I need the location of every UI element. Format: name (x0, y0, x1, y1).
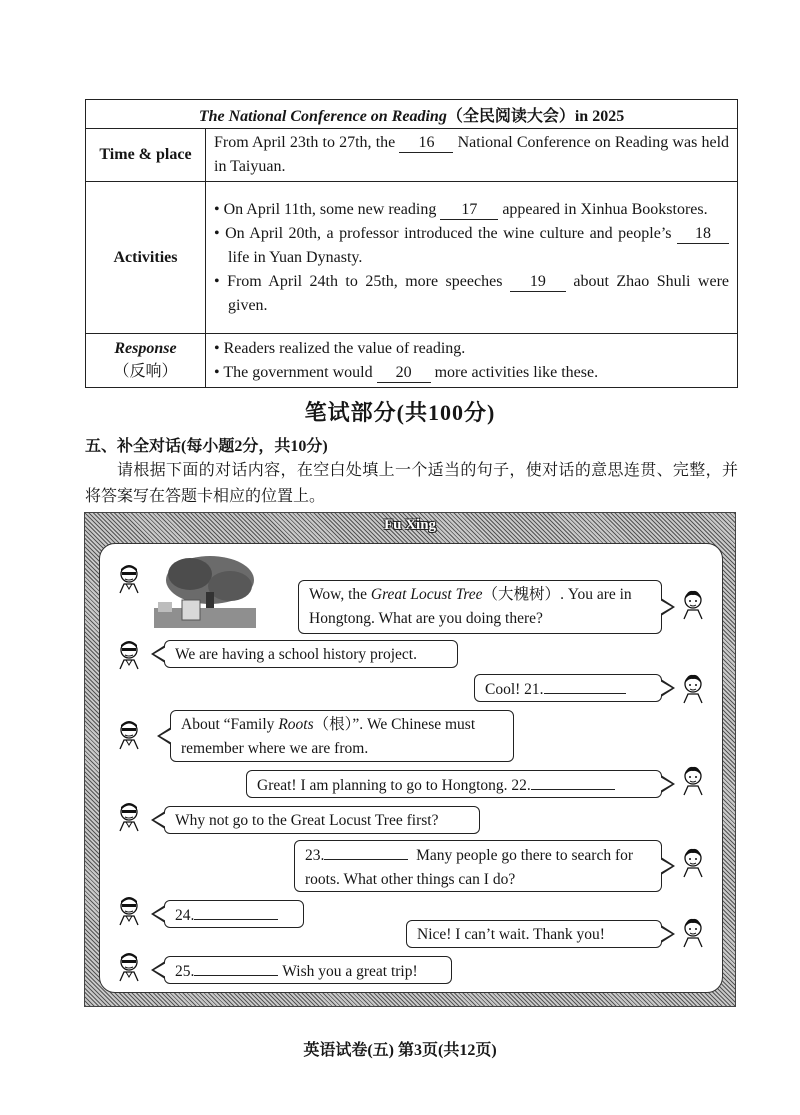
bubble-boy-3: Why not go to the Great Locust Tree first? (164, 806, 480, 834)
dialog-panel (99, 543, 723, 993)
fu-xing-avatar-icon (680, 674, 706, 704)
section-5-instruction: 请根据下面的对话内容，在空白处填上一个适当的句子，使对话的意思连贯、完整，并将答案写在答题卡相应的位置上。 (85, 462, 738, 505)
activity-text: appeared in Xinhua Bookstores. (502, 200, 708, 218)
bubble-emphasis: Great Locust Tree (370, 586, 483, 603)
response-item: • The government would 20 more activities like these. (214, 363, 599, 381)
activity-text: From April 24th to 25th, more speeches (227, 272, 503, 290)
response-text: more activities like these. (434, 363, 599, 381)
boy-avatar-icon (116, 564, 142, 594)
time-place-text-a: From April 23th to 27th, the (214, 134, 396, 151)
fu-xing-avatar-icon (680, 590, 706, 620)
time-place-text-b: National Conference on Reading was held in Taiyuan. (214, 134, 730, 175)
table-title (86, 100, 738, 129)
bubble-fuxing-4 (294, 840, 662, 892)
great-locust-tree-photo (154, 552, 256, 628)
response-item: • Readers realized the value of reading. (214, 339, 466, 357)
bubble-text: . You are in Hongtong. What are you doing there? (309, 586, 632, 627)
response-header-en: Response (114, 340, 177, 357)
dialog-frame (84, 512, 736, 1007)
activity-text: about Zhao Shuli were given. (228, 272, 730, 314)
boy-avatar-icon (116, 640, 142, 670)
table-title-year: in 2025 (574, 107, 625, 125)
bubble-text: Cool! 21. (485, 681, 544, 698)
table-title-cn: （全民阅读大会） (446, 107, 575, 125)
activity-item: • On April 20th, a professor introduced the wine culture and people’s 18 life in Yuan Dynasty. (214, 222, 729, 270)
bubble-text: Wow, the (309, 586, 371, 603)
boy-avatar-icon (116, 720, 142, 750)
bubble-boy-5 (164, 956, 452, 984)
bubble-text: 24. (175, 907, 195, 924)
boy-avatar-icon (116, 896, 142, 926)
activity-text: On April 20th, a professor introduced the wine culture and people’s (225, 224, 672, 242)
activity-item: • On April 11th, some new reading 17 appeared in Xinhua Bookstores. (214, 200, 708, 218)
table-title-en: The National Conference on Reading (198, 107, 447, 125)
answer-blank-22[interactable] (531, 773, 615, 790)
answer-blank-24[interactable] (194, 903, 278, 920)
answer-blank-21[interactable] (544, 677, 626, 694)
bubble-fuxing-2 (474, 674, 662, 702)
bubble-fuxing-3 (246, 770, 662, 798)
blank-18: 18 (677, 225, 729, 244)
blank-19: 19 (510, 273, 566, 292)
activities-cell (206, 182, 738, 334)
blank-16: 16 (399, 134, 453, 153)
bubble-boy-2 (170, 710, 514, 762)
boy-avatar-icon (116, 802, 142, 832)
bubble-text: 25. (175, 963, 195, 980)
conference-table (85, 99, 738, 388)
answer-blank-23[interactable] (324, 843, 408, 860)
time-place-header: Time & place (86, 129, 206, 182)
bubble-text: ”. We Chinese must remember where we are from. (181, 716, 476, 757)
bubble-text: 23. (305, 847, 325, 864)
bubble-fuxing-5: Nice! I can’t wait. Thank you! (406, 920, 662, 948)
fu-xing-avatar-icon (680, 918, 706, 948)
bubble-text: About “Family (181, 716, 279, 733)
time-place-cell (206, 129, 738, 182)
bubble-text: （根） (313, 716, 353, 733)
response-cell (206, 334, 738, 388)
page-footer: 英语试卷(五) 第3页(共12页) (303, 1042, 497, 1059)
bubble-text: （大槐树） (482, 586, 561, 603)
bubble-emphasis: Roots (278, 716, 314, 733)
bubble-boy-1: We are having a school history project. (164, 640, 458, 668)
response-text: The government would (223, 363, 373, 381)
response-header (86, 334, 206, 388)
activities-header: Activities (86, 182, 206, 334)
fu-xing-avatar-icon (680, 848, 706, 878)
boy-avatar-icon (116, 952, 142, 982)
section-title: 笔试部分(共100分) (304, 400, 496, 425)
answer-blank-25[interactable] (194, 959, 278, 976)
bubble-text: Many people go there to search for roots. What other things can I do? (305, 847, 634, 888)
bubble-boy-4 (164, 900, 304, 928)
activity-text: On April 11th, some new reading (223, 200, 437, 218)
bubble-text: Great! I am planning to go to Hongtong. 22. (257, 777, 531, 794)
fu-xing-avatar-icon (680, 766, 706, 796)
blank-20: 20 (377, 364, 431, 383)
blank-17: 17 (440, 201, 498, 220)
bubble-text: Wish you a great trip! (282, 963, 418, 980)
dialog-title: Fu Xing (383, 517, 437, 533)
bubble-fuxing-1 (298, 580, 662, 634)
response-header-cn: （反响） (113, 363, 178, 380)
section-5-heading: 五、补全对话(每小题2分，共10分) (85, 438, 328, 455)
activity-item: • From April 24th to 25th, more speeches 19 about Zhao Shuli were given. (214, 272, 730, 314)
activity-text: life in Yuan Dynasty. (228, 248, 363, 266)
response-text: Readers realized the value of reading. (223, 339, 466, 357)
